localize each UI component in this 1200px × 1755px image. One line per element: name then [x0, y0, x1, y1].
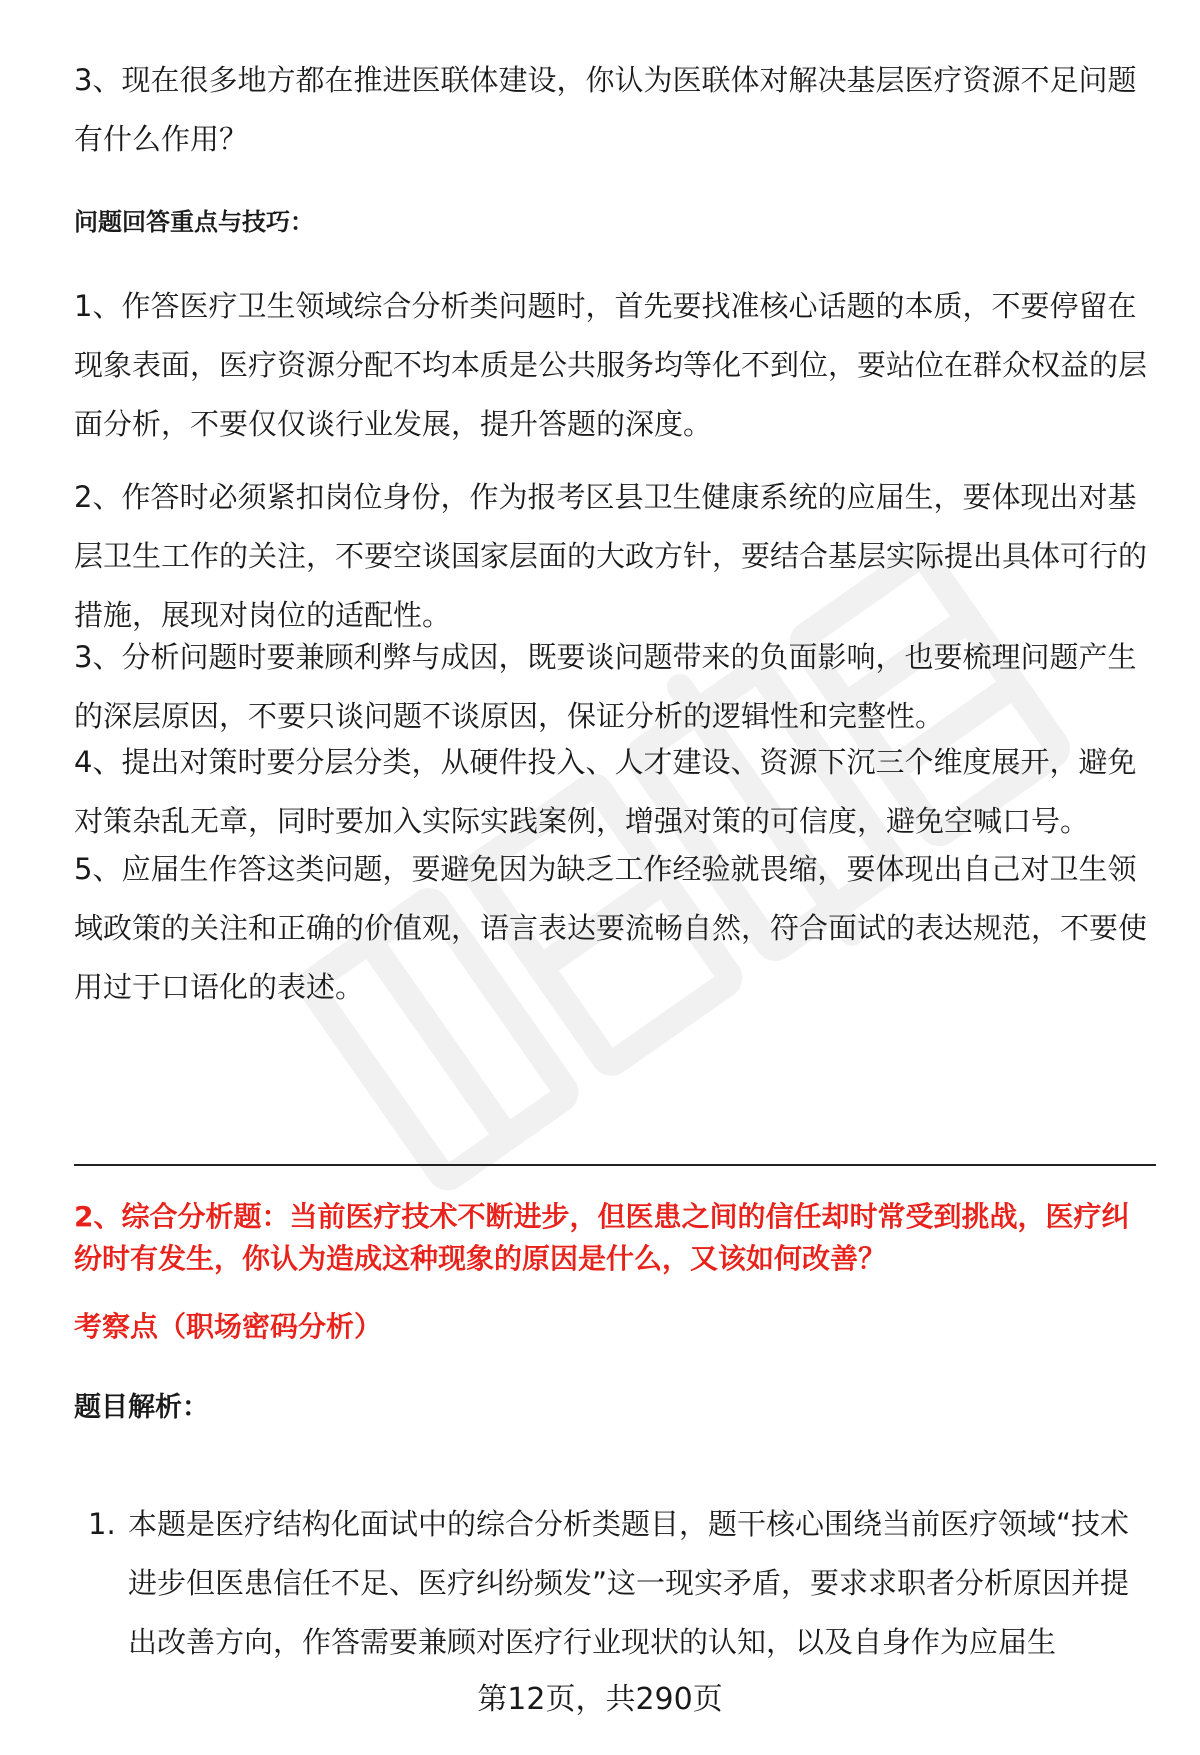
page-footer: 第12页，共290页 [477, 1682, 723, 1717]
section-divider [74, 1164, 1156, 1166]
section-2-heading: 2、综合分析题：当前医疗技术不断进步，但医患之间的信任却时常受到挑战，医疗纠纷时有发生，你认为造成这种现象的原因是什么，又该如何改善？ [74, 1200, 1130, 1275]
analysis-item-1 [74, 1495, 1156, 1672]
tips-label: 问题回答重点与技巧： [74, 208, 314, 236]
tip-item-2: 2、作答时必须紧扣岗位身份，作为报考区县卫生健康系统的应届生，要体现出对基层卫生工作的关注，不要空谈国家层面的大政方针，要结合基层实际提出具体可行的措施，展现对岗位的适配性。 [74, 480, 1148, 632]
tip-item-1: 1、作答医疗卫生领域综合分析类问题时，首先要找准核心话题的本质，不要停留在现象表面，医疗资源分配不均本质是公共服务均等化不到位，要站位在群众权益的层面分析，不要仅仅谈行业发展，提升答题的深度。 [74, 289, 1148, 441]
analysis-item-number: 1. [88, 1507, 116, 1541]
tip-item-5: 5、应届生作答这类问题，要避免因为缺乏工作经验就畏缩，要体现出自己对卫生领域政策的关注和正确的价值观，语言表达要流畅自然，符合面试的表达规范，不要使用过于口语化的表述。 [74, 852, 1148, 1004]
exam-point-heading: 考察点（职场密码分析） [74, 1310, 383, 1343]
analysis-item-text: 本题是医疗结构化面试中的综合分析类题目，题干核心围绕当前医疗领域“技术进步但医患信任不足、医疗纠纷频发”这一现实矛盾，要求求职者分析原因并提出改善方向，作答需要兼顾对医疗行业现状的认知，以及自身作为应届生 [128, 1507, 1130, 1659]
tip-item-4: 4、提出对策时要分层分类，从硬件投入、人才建设、资源下沉三个维度展开，避免对策杂乱无章，同时要加入实际实践案例，增强对策的可信度，避免空喊口号。 [74, 745, 1137, 838]
question-3: 3、现在很多地方都在推进医联体建设，你认为医联体对解决基层医疗资源不足问题有什么作用？ [74, 63, 1137, 156]
document-page [74, 0, 1156, 1755]
analysis-label: 题目解析： [74, 1392, 209, 1423]
tip-item-3: 3、分析问题时要兼顾利弊与成因，既要谈问题带来的负面影响，也要梳理问题产生的深层原因，不要只谈问题不谈原因，保证分析的逻辑性和完整性。 [74, 640, 1137, 733]
